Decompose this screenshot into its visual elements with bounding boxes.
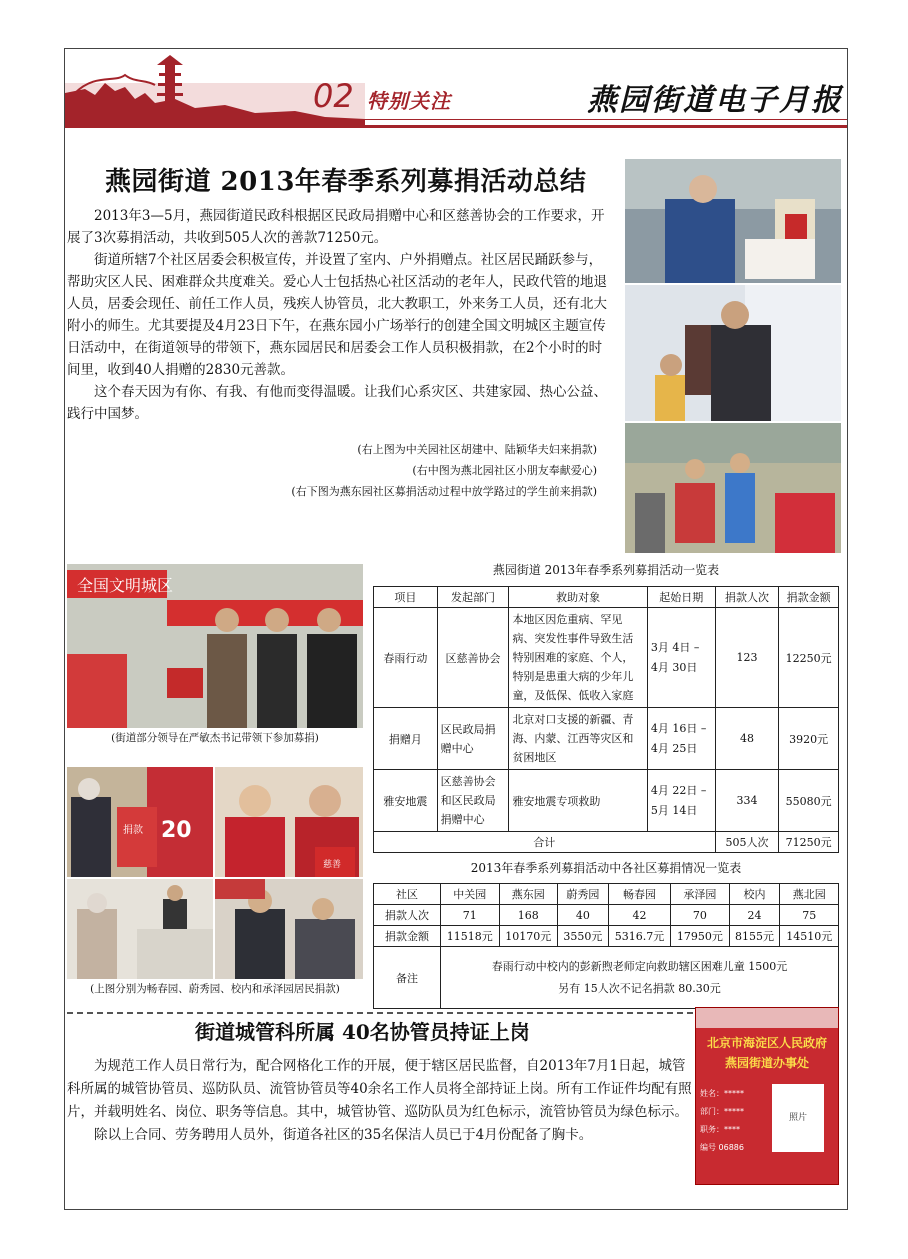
- table-header-cell: 承泽园: [671, 884, 730, 905]
- table-cell: 42: [608, 905, 670, 926]
- table-cell: 4月 22日 – 5月 14日: [647, 770, 715, 832]
- table-cell: 12250元: [779, 608, 839, 708]
- table-note-cell: [441, 947, 839, 1009]
- table-row: [374, 926, 839, 947]
- table-cell: 捐款金额: [374, 926, 441, 947]
- table-cell: 3920元: [779, 708, 839, 770]
- caption-right-middle: (右中图为燕北园社区小朋友奉献爱心): [412, 464, 597, 477]
- table-cell: 40: [558, 905, 609, 926]
- table-header-cell: 畅春园: [608, 884, 670, 905]
- badge-top-band: [696, 1008, 838, 1028]
- article1-paragraph: 2013年3—5月，燕园街道民政科根据区民政局捐赠中心和区慈善协会的工作要求，开展了3次募捐活动，共收到505人次的善款71250元。: [67, 208, 605, 246]
- table-total-amount: 71250元: [779, 832, 839, 853]
- badge-photo-placeholder: 照片: [772, 1084, 824, 1152]
- photo-changchunyuan: [67, 767, 213, 877]
- table-header-cell: 发起部门: [437, 587, 509, 608]
- table-cell: 14510元: [780, 926, 839, 947]
- table-cell: 334: [715, 770, 779, 832]
- page-header: [65, 49, 847, 129]
- table-cell: 11518元: [441, 926, 500, 947]
- photo-donation-couple: [625, 159, 841, 283]
- box-number-text: 20: [161, 818, 192, 843]
- table-cell: 3550元: [558, 926, 609, 947]
- table1-title: 燕园街道 2013年春季系列募捐活动一览表: [492, 563, 720, 577]
- header-rule: [65, 125, 847, 128]
- banner-text: 全国文明城区: [77, 576, 174, 595]
- table-header-cell: 救助对象: [509, 587, 647, 608]
- photo-weixiuyuan: [215, 767, 363, 877]
- article2-body: [67, 1055, 693, 1147]
- table-cell: 123: [715, 608, 779, 708]
- table-cell: 北京对口支援的新疆、青海、内蒙、江西等灾区和贫困地区: [509, 708, 647, 770]
- article1-paragraph: 街道所辖7个社区居委会积极宣传，并设置了室内、户外捐赠点。社区居民踊跃参与，帮助灾区人民、困难群众共度难关。爱心人士包括热心社区活动的老年人，民政代管的地退人员，居委会现任、前任工作人员，残疾人协管员，北大教职工，外来务工人员，还有北大附小的师生。尤其要提及4月23日下午，在燕东园小广场举行的创建全国文明城区主题宣传日活动中，在街道领导的带领下，燕东园居民和居委会工作人员积极捐款，在2个小时的时间里，收到40人捐赠的2830元善款。: [67, 252, 607, 378]
- table-cell: 备注: [374, 947, 441, 1009]
- caption-left-top: (街道部分领导在严敏杰书记带领下参加募捐): [111, 732, 319, 744]
- table-cell: 4月 16日 – 4月 25日: [647, 708, 715, 770]
- table-header-cell: 校内: [729, 884, 780, 905]
- photo-leaders-donating: [67, 564, 363, 728]
- article2-title: 街道城管科所属 40名协管员持证上岗: [195, 1020, 530, 1044]
- table-cell: 24: [729, 905, 780, 926]
- badge-field-position: 职务：****: [700, 1125, 740, 1134]
- table-cell: 168: [499, 905, 558, 926]
- table-cell: 雅安地震: [374, 770, 438, 832]
- table-header-cell: 项目: [374, 587, 438, 608]
- note-line: 春雨行动中校内的彭新煦老师定向救助辖区困难儿童 1500元: [491, 959, 788, 973]
- donation-activities-table: [373, 586, 839, 853]
- table-header-row: [374, 587, 839, 608]
- table-cell: 75: [780, 905, 839, 926]
- article1-title: 燕园街道 2013年春季系列募捐活动总结: [105, 167, 587, 197]
- table-header-row: [374, 884, 839, 905]
- table-total-row: [374, 832, 839, 853]
- table-cell: 区慈善协会: [437, 608, 509, 708]
- issue-number: 02: [313, 77, 354, 115]
- id-badge-sample: [695, 1007, 839, 1185]
- note-line: 另有 15人次不记名捐款 80.30元: [558, 981, 721, 995]
- photo-child-donating: [625, 285, 841, 421]
- table-total-label: 合计: [374, 832, 716, 853]
- community-donations-table: [373, 883, 839, 1009]
- table-cell: 8155元: [729, 926, 780, 947]
- photo-captions-right: [291, 439, 597, 502]
- photo-xiaonei: [67, 879, 213, 979]
- box-label-text: 捐款: [123, 825, 143, 836]
- section-divider: [67, 1012, 693, 1014]
- badge-office: 燕园街道办事处: [724, 1056, 809, 1070]
- badge-field-department: 部门：*****: [700, 1107, 744, 1116]
- article1-body: [67, 205, 607, 425]
- photo-students-donating: [625, 423, 841, 553]
- table-cell: 17950元: [671, 926, 730, 947]
- table-total-count: 505人次: [715, 832, 779, 853]
- table-header-cell: 社区: [374, 884, 441, 905]
- photo-chengzeyuan: [215, 879, 363, 979]
- table-header-cell: 燕东园: [499, 884, 558, 905]
- badge-field-number: 编号 06886: [700, 1143, 744, 1152]
- table-cell: 捐赠月: [374, 708, 438, 770]
- paper-name: 燕园街道电子月报: [587, 83, 843, 118]
- table-header-cell: 中关园: [441, 884, 500, 905]
- table-cell: 雅安地震专项救助: [509, 770, 647, 832]
- table-cell: 71: [441, 905, 500, 926]
- header-rule-thin: [65, 119, 847, 120]
- caption-right-top: (右上图为中关园社区胡建中、陆颖华夫妇来捐款): [357, 443, 597, 456]
- table-header-cell: 捐款人次: [715, 587, 779, 608]
- table-row: [374, 770, 839, 832]
- table-cell: 5316.7元: [608, 926, 670, 947]
- section-title: 特别关注: [367, 89, 451, 113]
- article2-paragraph: 除以上合同、劳务聘用人员外，街道各社区的35名保洁人员已于4月份配备了胸卡。: [94, 1127, 593, 1143]
- badge-issuer: 北京市海淀区人民政府: [706, 1036, 827, 1050]
- table-cell: 捐款人次: [374, 905, 441, 926]
- box-label2-text: 慈善: [323, 860, 342, 870]
- table-cell: 本地区因危重病、罕见病、突发性事件导致生活特别困难的家庭、个人，特别是患重大病的少年儿童，及低保、低收入家庭: [509, 608, 647, 708]
- table-cell: 区民政局捐赠中心: [437, 708, 509, 770]
- table-row: [374, 608, 839, 708]
- table-row: [374, 708, 839, 770]
- table-header-cell: 起始日期: [647, 587, 715, 608]
- article2-paragraph: 为规范工作人员日常行为，配合网格化工作的开展，便于辖区居民监督，自2013年7月1日起，城管科所属的城管协管员、巡防队员、流管协管员等40余名工作人员将全部持证上岗。所有工作证件均配有照片，并载明姓名、岗位、职务等信息。其中，城管协管、巡防队员为红色标示，流管协管员为绿色标示。: [67, 1058, 692, 1120]
- table-cell: 10170元: [499, 926, 558, 947]
- table-row: [374, 905, 839, 926]
- caption-right-bottom: (右下图为燕东园社区募捐活动过程中放学路过的学生前来捐款): [291, 485, 597, 498]
- table-header-cell: 蔚秀园: [558, 884, 609, 905]
- table-header-cell: 燕北园: [780, 884, 839, 905]
- table-header-cell: 捐款金额: [779, 587, 839, 608]
- table-cell: 48: [715, 708, 779, 770]
- table-cell: 3月 4日 – 4月 30日: [647, 608, 715, 708]
- table-cell: 55080元: [779, 770, 839, 832]
- table-note-row: [374, 947, 839, 1009]
- article1-paragraph: 这个春天因为有你、有我、有他而变得温暖。让我们心系灾区、共建家园、热心公益、践行中国梦。: [67, 384, 607, 422]
- table-cell: 区慈善协会和区民政局捐赠中心: [437, 770, 509, 832]
- caption-left-bottom: (上图分别为畅春园、蔚秀园、校内和承泽园居民捐款): [90, 983, 340, 995]
- table-cell: 70: [671, 905, 730, 926]
- badge-field-name: 姓名：*****: [700, 1089, 744, 1098]
- newsletter-page: [64, 48, 848, 1210]
- table-cell: 春雨行动: [374, 608, 438, 708]
- table2-title: 2013年春季系列募捐活动中各社区募捐情况一览表: [470, 861, 742, 875]
